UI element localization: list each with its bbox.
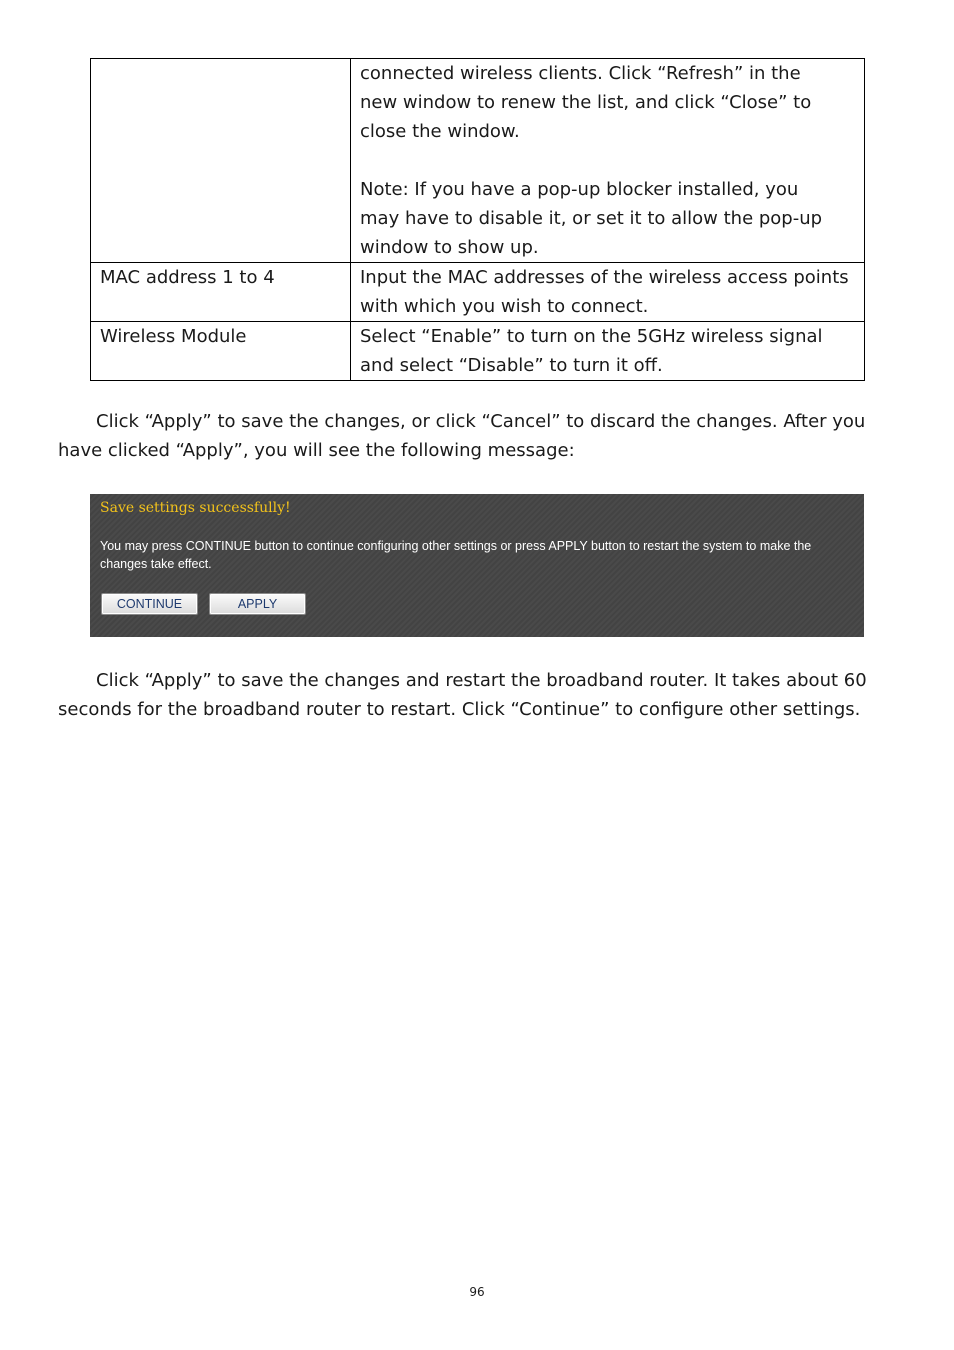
dialog-message-line: changes take effect. (100, 557, 212, 571)
table-cell-label (91, 59, 351, 263)
paragraph-line: seconds for the broadband router to restart. Click “Continue” to configure other settings. (58, 699, 861, 720)
table-row (91, 322, 865, 381)
description-line: and select “Disable” to turn it off. (360, 355, 663, 376)
dialog-title: Save settings successfully! (100, 500, 291, 516)
save-success-dialog (90, 494, 864, 637)
table-row (91, 263, 865, 322)
description-line: connected wireless clients. Click “Refresh” in the (360, 63, 801, 84)
paragraph-line: have clicked “Apply”, you will see the following message: (58, 440, 575, 461)
table-cell-label: MAC address 1 to 4 (91, 263, 351, 322)
table-row (91, 59, 865, 263)
description-line: Input the MAC addresses of the wireless access points (360, 267, 849, 288)
table-cell-description (351, 59, 865, 263)
table-cell-label: Wireless Module (91, 322, 351, 381)
description-line: close the window. (360, 121, 520, 142)
dialog-message (100, 537, 860, 573)
apply-instructions-paragraph (58, 407, 878, 465)
description-line: may have to disable it, or set it to allow the pop-up (360, 208, 823, 229)
apply-button[interactable]: APPLY (209, 593, 306, 615)
table-cell-description (351, 263, 865, 322)
dialog-message-line: You may press CONTINUE button to continue configuring other settings or press APPLY button to restart the system to make the (100, 539, 812, 553)
description-line: new window to renew the list, and click “Close” to (360, 92, 812, 113)
restart-instructions-paragraph (58, 666, 878, 724)
paragraph-line: Click “Apply” to save the changes, or click “Cancel” to discard the changes. After you (96, 411, 866, 432)
description-line: with which you wish to connect. (360, 296, 649, 317)
settings-table (90, 58, 865, 381)
continue-button[interactable]: CONTINUE (101, 593, 198, 615)
paragraph-line: Click “Apply” to save the changes and restart the broadband router. It takes about 60 (96, 670, 867, 691)
page-number: 96 (469, 1285, 485, 1299)
description-line: Note: If you have a pop-up blocker installed, you (360, 179, 799, 200)
description-gap (360, 146, 858, 175)
table-cell-description (351, 322, 865, 381)
description-line: Select “Enable” to turn on the 5GHz wireless signal (360, 326, 823, 347)
description-line: window to show up. (360, 237, 539, 258)
